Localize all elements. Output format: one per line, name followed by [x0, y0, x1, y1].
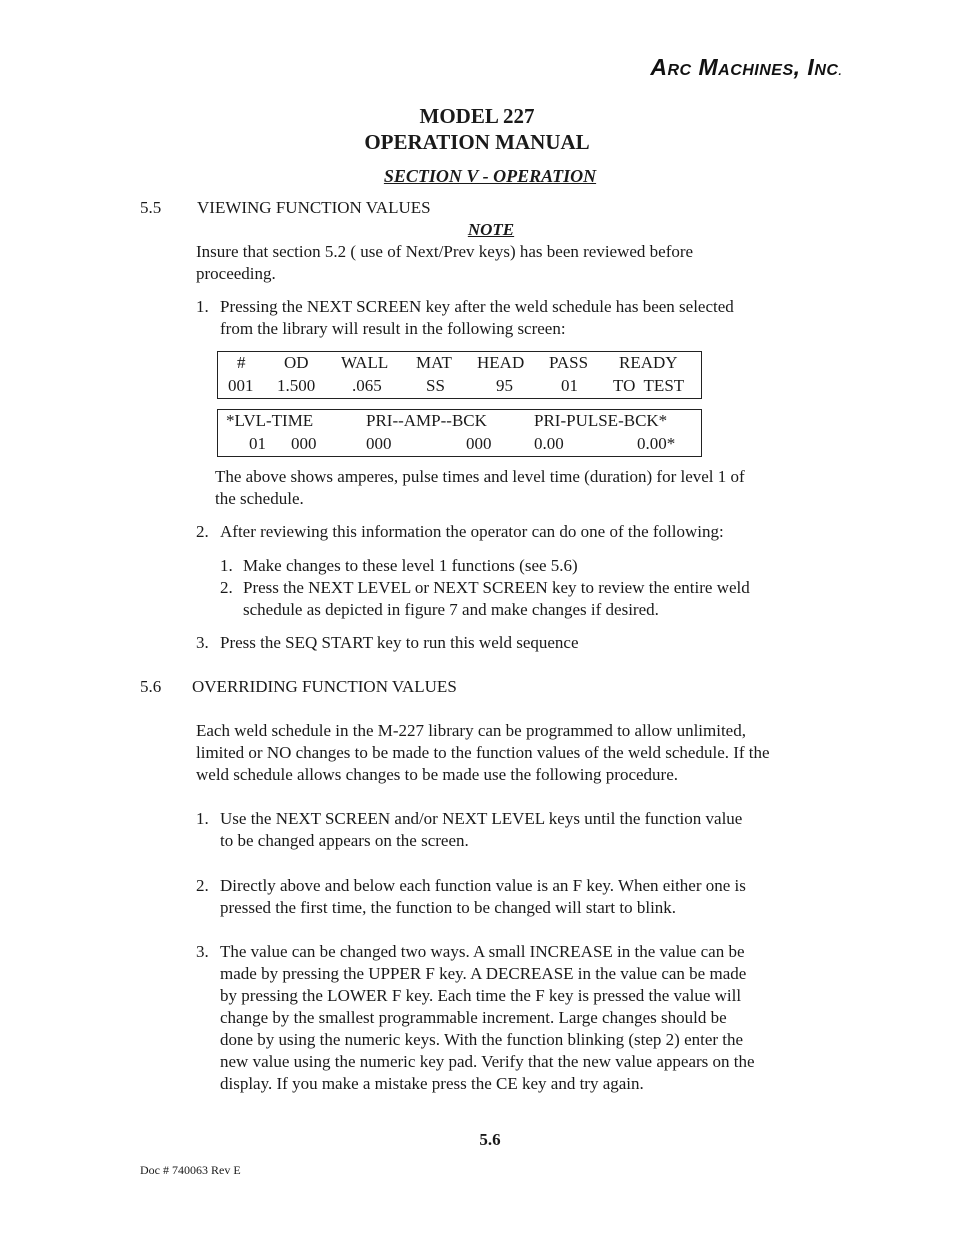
list-text: Press the SEQ START key to run this weld sequence	[220, 633, 579, 652]
list-text-line2: to be changed appears on the screen.	[220, 831, 469, 850]
screen-value-od: 1.500	[277, 376, 316, 395]
screen-header-pass: PASS	[549, 353, 589, 372]
screen-value-mat: SS	[426, 376, 445, 395]
list-text-line1: Use the NEXT SCREEN and/or NEXT LEVEL keys until the function value	[220, 809, 743, 828]
screen-value-level: 01	[249, 434, 266, 453]
list-text-line3: by pressing the LOWER F key. Each time the F key is pressed the value will	[220, 986, 742, 1005]
list-text-line2: schedule as depicted in figure 7 and make changes if desired.	[243, 600, 659, 619]
list-number: 1.	[196, 297, 209, 316]
company-logo: Arc Machines, Inc.	[650, 54, 842, 80]
section-title: SECTION V - OPERATION	[383, 166, 597, 186]
list-number: 2.	[220, 578, 233, 597]
screen-value-bck-pulse: 0.00*	[637, 434, 676, 453]
screen-header-ready: READY	[619, 353, 678, 372]
note-text-line2: proceeding.	[196, 264, 276, 283]
section-heading-5-5: VIEWING FUNCTION VALUES	[197, 198, 431, 217]
page-number: 5.6	[479, 1130, 501, 1149]
list-item	[196, 941, 816, 1095]
list-item	[196, 875, 816, 919]
screen-value-time: 000	[291, 434, 317, 453]
screen-label-pri-pulse-bck: PRI-PULSE-BCK*	[534, 411, 668, 430]
list-text-line1: The value can be changed two ways. A small INCREASE in the value can be	[220, 942, 745, 961]
section-heading-5-6: OVERRIDING FUNCTION VALUES	[192, 677, 457, 696]
list-text-line2: from the library will result in the following screen:	[220, 319, 566, 338]
intro-line3: weld schedule allows changes to be made use the following procedure.	[196, 765, 678, 784]
screen-display-1	[217, 351, 702, 399]
list-text-line7: display. If you make a mistake press the CE key and try again.	[220, 1074, 644, 1093]
sub-list-item	[220, 577, 820, 621]
list-number: 3.	[196, 942, 209, 961]
list-item	[196, 521, 816, 543]
screen-value-number: 001	[228, 376, 254, 395]
explanation-line1: The above shows amperes, pulse times and level time (duration) for level 1 of	[215, 467, 745, 486]
list-text-line2: pressed the first time, the function to be changed will start to blink.	[220, 898, 677, 917]
screen-value-head: 95	[496, 376, 513, 395]
screen-header-mat: MAT	[416, 353, 452, 372]
sub-list-item	[220, 555, 820, 577]
intro-line2: limited or NO changes to be made to the function values of the weld schedule. If the	[196, 743, 770, 762]
list-number: 2.	[196, 876, 209, 895]
list-text: Make changes to these level 1 functions (see 5.6)	[243, 556, 578, 575]
screen-value-bck-amp: 000	[466, 434, 492, 453]
screen-header-number: #	[237, 353, 246, 372]
list-text-line6: new value using the numeric key pad. Verify that the new value appears on the	[220, 1052, 755, 1071]
note-label: NOTE	[467, 220, 515, 239]
list-text: After reviewing this information the operator can do one of the following:	[220, 522, 724, 541]
list-number: 2.	[196, 522, 209, 541]
screen-value-wall: .065	[352, 376, 382, 395]
intro-line1: Each weld schedule in the M-227 library can be programmed to allow unlimited,	[196, 721, 746, 740]
screen-value-pri-amp: 000	[366, 434, 392, 453]
list-item	[196, 632, 816, 654]
screen-display-2	[217, 409, 702, 457]
section-number-5-5: 5.5	[140, 198, 162, 217]
screen-label-lvl-time: *LVL-TIME	[226, 411, 314, 430]
list-item	[196, 296, 816, 340]
section-number-5-6: 5.6	[140, 677, 162, 696]
list-item	[196, 808, 816, 852]
screen-value-ready: TO TEST	[613, 376, 685, 395]
list-text-line4: change by the smallest programmable increment. Large changes should be	[220, 1008, 727, 1027]
screen-value-pri-pulse: 0.00	[534, 434, 564, 453]
list-text-line2: made by pressing the UPPER F key. A DECREASE in the value can be made	[220, 964, 747, 983]
note-text-line1: Insure that section 5.2 ( use of Next/Prev keys) has been reviewed before	[196, 242, 694, 261]
list-text-line1: Pressing the NEXT SCREEN key after the weld schedule has been selected	[220, 297, 734, 316]
screen-header-head: HEAD	[477, 353, 525, 372]
list-number: 1.	[220, 556, 233, 575]
document-title: MODEL 227	[419, 104, 535, 128]
screen-value-pass: 01	[561, 376, 578, 395]
explanation-line2: the schedule.	[215, 489, 304, 508]
list-text-line5: done by using the numeric keys. With the function blinking (step 2) enter the	[220, 1030, 744, 1049]
document-subtitle: OPERATION MANUAL	[364, 130, 590, 154]
screen-header-wall: WALL	[341, 353, 389, 372]
screen-header-od: OD	[284, 353, 309, 372]
list-text-line1: Directly above and below each function value is an F key. When either one is	[220, 876, 746, 895]
list-text-line1: Press the NEXT LEVEL or NEXT SCREEN key to review the entire weld	[243, 578, 750, 597]
list-number: 1.	[196, 809, 209, 828]
document-number: Doc # 740063 Rev E	[140, 1163, 241, 1177]
list-number: 3.	[196, 633, 209, 652]
screen-label-pri-amp-bck: PRI--AMP--BCK	[366, 411, 487, 430]
